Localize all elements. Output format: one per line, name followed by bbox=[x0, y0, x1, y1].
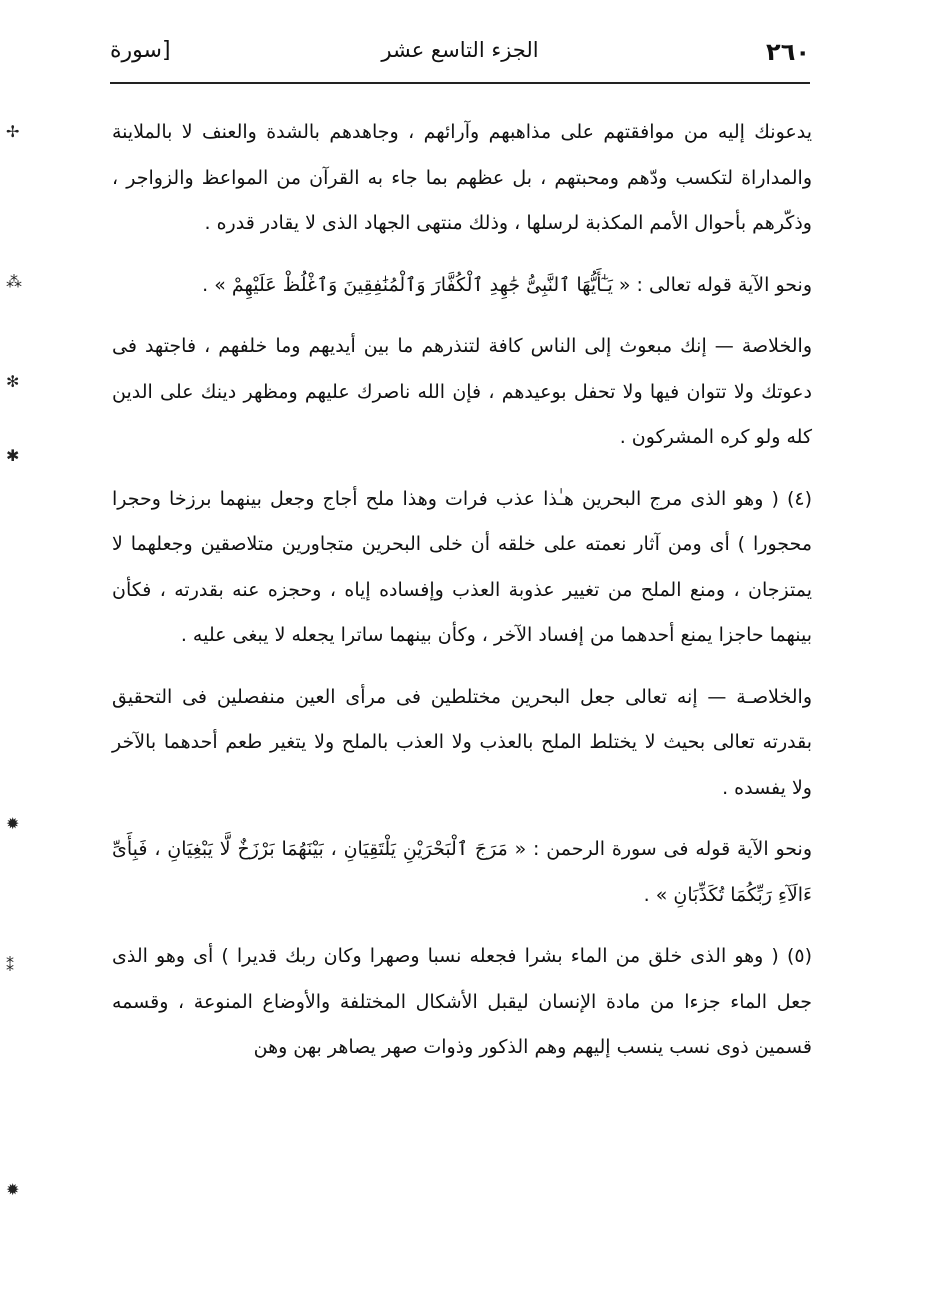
paragraph-3: والخلاصة — إنك مبعوث إلى الناس كافة لتنذرهم ما بين أيديهم وما خلفهم ، فاجتهد فى دعوتك ولا تتوان فيها ولا تحفل بوعيدهم ، فإن الله ناصرك عليهم ومظهر دينك على الدين كله ولو كره المشركون . bbox=[112, 335, 812, 448]
margin-ornament-4: ✱ bbox=[6, 446, 20, 465]
surah-label: [سورة bbox=[110, 38, 171, 63]
paragraph-4: (٤) ( وهو الذى مرج البحرين هـٰذا عذب فرات وهذا ملح أجاج وجعل بينهما برزخا وحجرا محجورا ) أى ومن آثار نعمته على خلقه أن خلى البحرين متجاورين متلاصقين وجعلهما لا يمتزجان ، ومنع الملح من تغيير عذوبة العذب وإفساده إياه ، وحجزه عنه بقدرته ، فكأن بينهما حاجزا يمنع أحدهما من إفساد الآخر ، وكأن بينهما ساترا يجعله لا يبغى عليه . bbox=[112, 487, 812, 646]
paragraph-1: يدعونك إليه من موافقتهم على مذاهبهم وآرائهم ، وجاهدهم بالشدة والعنف لا بالملاينة والمداراة لتكسب ودّهم ومحبتهم ، بل عظهم بما جاء به القرآن من المواعظ والزواجر ، وذكّرهم بأحوال الأمم المكذبة لرسلها ، وذلك منتهى الجهاد الذى لا يقادر قدره . bbox=[112, 121, 812, 234]
paragraph-7: (٥) ( وهو الذى خلق من الماء بشرا فجعله نسبا وصهرا وكان ربك قديرا ) أى وهو الذى جعل الماء جزءا من مادة الإنسان ليقبل الأشكال المختلفة والأوضاع المنوعة ، وقسمه قسمين ذوى نسب ينسب إليهم وهم الذكور وذوات صهر يصاهر بهن وهن bbox=[112, 945, 812, 1058]
margin-ornament-6: ⁑ bbox=[6, 956, 14, 975]
page-header bbox=[110, 30, 810, 80]
margin-ornament-1: ✢ bbox=[6, 122, 20, 141]
margin-ornament-7: ✹ bbox=[6, 1180, 20, 1199]
margin-ornament-5: ✹ bbox=[6, 814, 20, 833]
paragraph-5: والخلاصـة — إنه تعالى جعل البحرين مختلطين فى مرأى العين منفصلين فى التحقيق بقدرته تعالى بحيث لا يختلط الملح بالعذب ولا العذب بالملح ولا يتغير طعم أحدهما بالآخر ولا يفسده . bbox=[112, 685, 812, 799]
paragraph-2: ونحو الآية قوله تعالى : « يَـٰٓأَيُّهَا ٱلنَّبِىُّ جَٰهِدِ ٱلْكُفَّارَ وَٱلْمُنَٰفِقِينَ وَٱغْلُظْ عَلَيْهِمْ » . bbox=[202, 273, 812, 296]
left-margin-marks bbox=[0, 0, 40, 1309]
body-text bbox=[112, 110, 812, 1087]
header-rule bbox=[110, 82, 810, 84]
margin-ornament-3: ✻ bbox=[6, 372, 20, 391]
margin-ornament-2: ⁂ bbox=[6, 272, 22, 291]
page-number: ٢٦٠ bbox=[766, 38, 810, 66]
paragraph-6: ونحو الآية قوله فى سورة الرحمن : « مَرَجَ ٱلْبَحْرَيْنِ يَلْتَقِيَانِ ، بَيْنَهُمَا بَرْزَخٌ لَّا يَبْغِيَانِ ، فَبِأَىِّ ءَالَآءِ رَبِّكُمَا تُكَذِّبَانِ » . bbox=[112, 838, 812, 906]
part-title: الجزء التاسع عشر bbox=[381, 38, 539, 62]
